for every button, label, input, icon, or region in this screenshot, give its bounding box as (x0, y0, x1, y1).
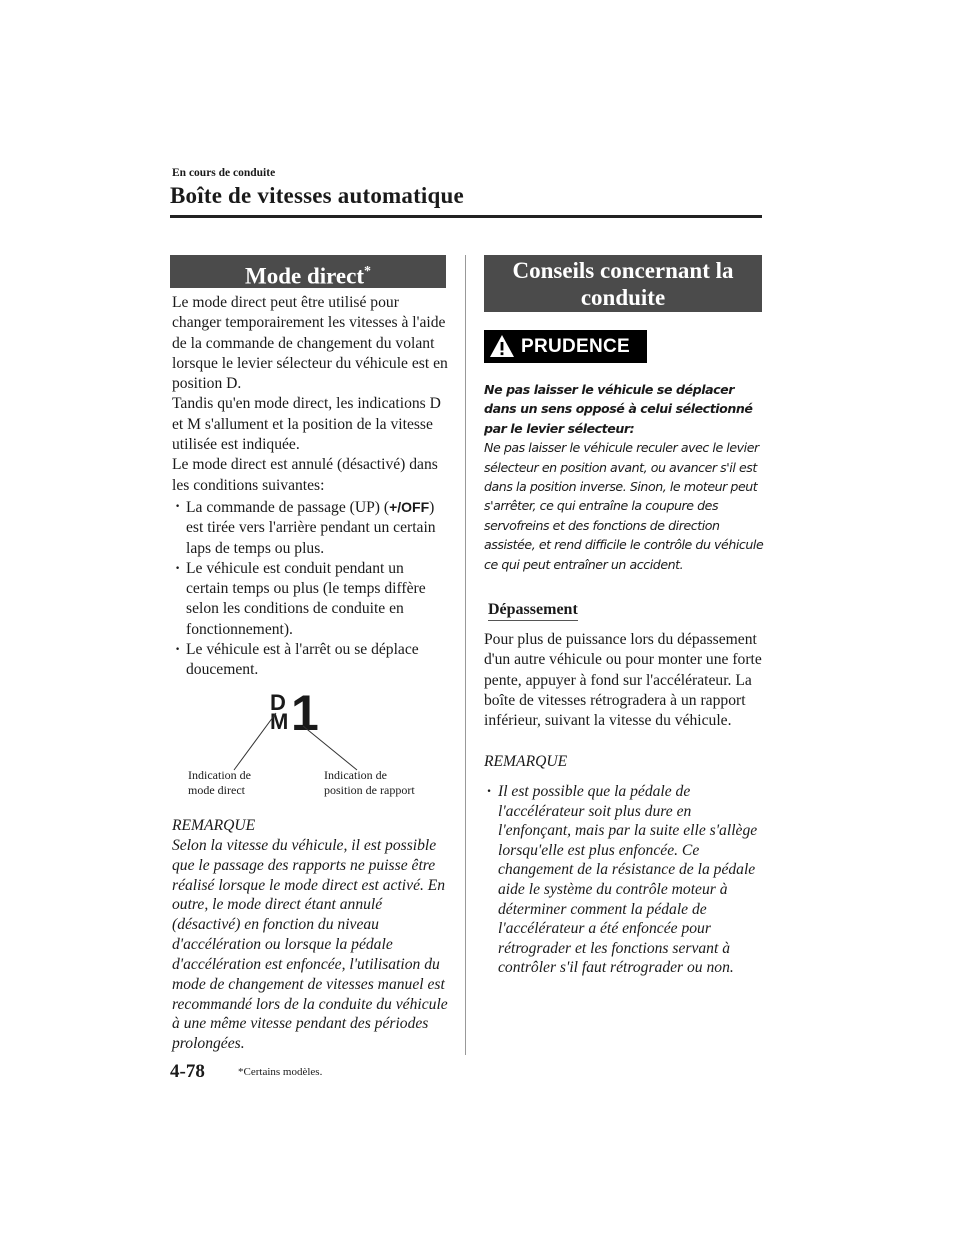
mode-direct-title: Mode direct (244, 263, 364, 289)
column-divider (465, 255, 466, 1055)
model-asterisk: * (364, 264, 371, 279)
caution-body: Ne pas laisser le véhicule reculer avec le levier sélecteur en position avant, ou avancer s'il est dans la position inverse. Sinon, le moteur peut s'arrêter, ce qui entraîne la coupure des servofreins et des fonctions de direction assistée, et rend difficile le contrôle du véhicule ce qui peut entraîner un accident. (484, 440, 764, 572)
leader-line-gear (303, 726, 357, 770)
caution-label-box (484, 330, 647, 363)
mode-direct-banner (170, 255, 446, 288)
paragraph: Le mode direct est annulé (désactivé) dans les conditions suivantes: (172, 456, 438, 494)
overtaking-body (484, 630, 764, 731)
display-m-letter: M (270, 709, 289, 734)
list-item: · La commande de passage (UP) (+/OFF) est tirée vers l'arrière pendant un certain laps de temps ou plus. (172, 497, 450, 559)
warning-triangle-icon (489, 334, 515, 358)
cancel-conditions-list (172, 497, 450, 681)
driving-tips-title-line1: Conseils concernant la (512, 258, 734, 283)
caution-label: PRUDENCE (521, 336, 631, 357)
overtaking-note-title: REMARQUE (484, 753, 568, 770)
title-rule (170, 215, 762, 218)
page-title: Boîte de vitesses automatique (170, 183, 464, 208)
list-item: · Le véhicule est à l'arrêt ou se déplace doucement. (172, 640, 450, 681)
paragraph: Tandis qu'en mode direct, les indications D et M s'allument et la position de la vitesse utilisée est indiquée. (172, 395, 441, 454)
note-text: Selon la vitesse du véhicule, il est possible que le passage des rapports ne puisse être réalisé lorsque le mode direct est activé. En outre, le mode direct étant annulé (désactivé) en fonction du niveau d'accélération ou lorsque la pédale d'accélération est enfoncée, l'utilisation du mode de changement de vitesses manuel est recommandé lors de la conduite du véhicule à une même vitesse pendant des périodes prolongées. (172, 836, 448, 1053)
page-number: 4-78 (170, 1061, 205, 1082)
section-label: En cours de conduite (172, 167, 276, 179)
mode-direct-note (172, 816, 452, 1054)
driving-tips-banner (484, 255, 762, 312)
driving-tips-title-line2: conduite (580, 285, 666, 310)
note-list (484, 782, 766, 978)
display-gear-number: 1 (291, 688, 319, 741)
paragraph: Le mode direct peut être utilisé pour changer temporairement les vitesses à l'aide de la commande de changement du volant lorsque le levier sélecteur du véhicule est en position D. (172, 294, 448, 393)
footnote: *Certains modèles. (238, 1066, 323, 1078)
plus-off-switch-symbol: +/OFF (389, 498, 430, 515)
paragraph: Pour plus de puissance lors du dépassement d'un autre véhicule ou pour monter une forte pente, appuyer à fond sur l'accélérateur. La boîte de vitesses rétrogradera à un rapport inférieur, suivant la vitesse du véhicule. (484, 631, 762, 730)
mode-direct-body (172, 293, 450, 681)
display-d-letter: D (270, 690, 286, 715)
caption-mode-direct: Indication de mode direct (188, 768, 251, 797)
caption-gear-position: Indication de position de rapport (324, 768, 415, 797)
leader-line-mode (234, 713, 276, 770)
list-item: · Il est possible que la pédale de l'accélérateur soit plus dure en l'enfonçant, mais par la suite elle s'allège lorsqu'elle est plus enfoncée. Ce changement de la résistance de la pédale aide le système du contrôle moteur à déterminer comment la pédale de l'accélérateur a été enfoncée pour rétrograder et les fonctions servant à contrôler s'il faut rétrograder ou non. (484, 782, 766, 978)
overtaking-subheading: Dépassement (488, 601, 578, 621)
list-item: · Le véhicule est conduit pendant un certain temps ou plus (le temps diffère selon les conditions de conduite en fonctionnement). (172, 559, 450, 640)
caution-heading: Ne pas laisser le véhicule se déplacer dans un sens opposé à celui sélectionné par le levier sélecteur: (484, 382, 753, 436)
note-title: REMARQUE (172, 817, 256, 834)
overtaking-note (484, 781, 766, 978)
direct-mode-indicator-figure (172, 688, 448, 808)
caution-text-block (484, 380, 764, 574)
